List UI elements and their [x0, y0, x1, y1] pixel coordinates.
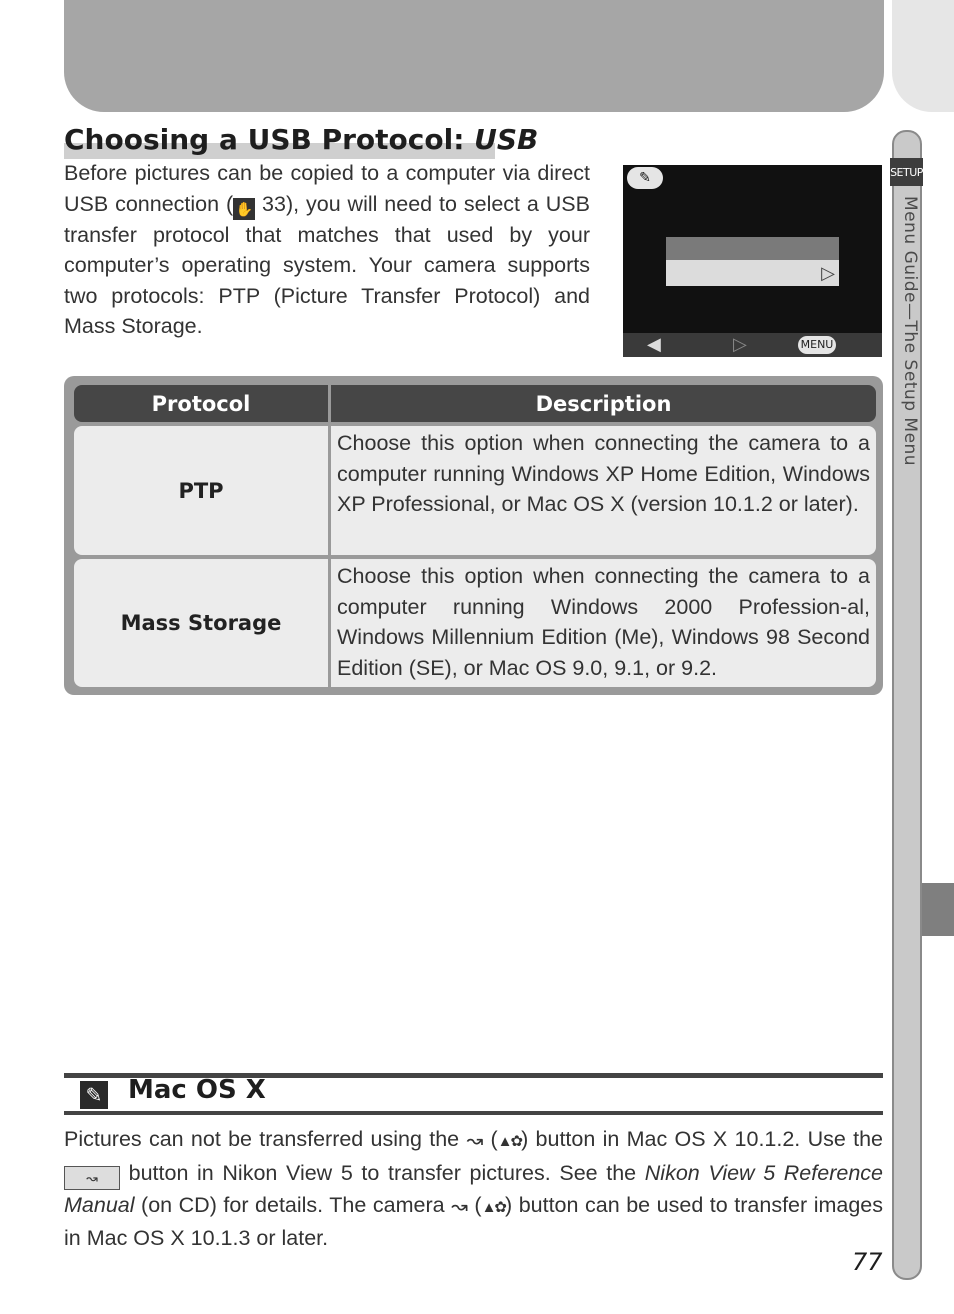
title-usb: USB: [474, 123, 539, 156]
right-arrow-icon: ▷: [733, 334, 747, 355]
transfer-button-icon: ↝: [64, 1166, 120, 1190]
right-arrow-icon: ▷: [821, 263, 835, 284]
note-bottom-rule: [64, 1111, 883, 1115]
left-arrow-icon: ◀: [647, 334, 661, 355]
note-title: Mac OS X: [128, 1075, 266, 1105]
header-protocol: Protocol: [74, 385, 328, 422]
scene-mode-icon: ▲✿: [481, 1198, 505, 1216]
row-mass-storage-description: Choose this option when connecting the camera to a computer running Windows 2000 Profession-al, Windows Millennium Edition (Me), Windows 98 Second Edition (SE), or Mac OS 9.0, 9.1, or 9.2.: [331, 559, 876, 687]
scene-mode-icon: ▲✿: [497, 1133, 522, 1150]
intro-text-1: Before pictures can be copied to a computer via direct USB connection (: [64, 161, 590, 216]
title-main: Choosing a USB Protocol:: [64, 123, 475, 156]
camera-screen: [623, 165, 882, 357]
wrench-icon: ✎: [627, 167, 663, 189]
page-number: 77: [852, 1248, 883, 1276]
page-title: [64, 123, 538, 157]
eye-reference-icon: ✋: [233, 198, 255, 220]
intro-paragraph: [64, 158, 590, 342]
transfer-icon: ↝: [466, 1130, 484, 1152]
header-description: Description: [331, 385, 876, 422]
note-text-1: Pictures can not be transferred using the: [64, 1127, 467, 1151]
row-mass-storage-protocol: Mass Storage: [74, 559, 328, 687]
row-ptp-protocol: PTP: [74, 426, 328, 555]
pencil-note-icon: ✎: [80, 1081, 108, 1109]
intro-text-2: 33), you will need to select a USB transfer protocol that matches that used by your computer’s operating system. Your camera supports two protocols: PTP (Picture Transfer Protocol) and Mass Storage.: [64, 191, 590, 338]
menu-option-1: [666, 237, 839, 260]
note-text-4: button in Nikon View 5 to transfer pictures. See the: [120, 1160, 645, 1185]
screen-footer: [623, 333, 882, 357]
menu-option-2: [666, 260, 839, 286]
manual-title: Nikon View 5 Reference Manual: [64, 1160, 883, 1217]
note-text-8: ) button can be used to transfer images in Mac OS X 10.1.3 or later.: [64, 1192, 883, 1250]
transfer-icon: ↝: [451, 1195, 468, 1218]
header-banner: [64, 0, 884, 112]
row-ptp-description: Choose this option when connecting the camera to a computer running Windows XP Home Edition, Windows XP Professional, or Mac OS X (version 10.1.2 or later).: [331, 426, 876, 555]
protocol-table: [64, 376, 883, 695]
chapter-marker: [922, 883, 954, 936]
note-text-2: (: [483, 1127, 498, 1151]
section-label: Menu Guide—The Setup Menu: [900, 196, 920, 467]
corner-tab: [892, 0, 954, 112]
note-text-3: ) button in Mac OS X 10.1.2. Use the: [521, 1127, 883, 1151]
note-body: [64, 1124, 883, 1254]
note-text-6: (on CD) for details. The camera: [134, 1192, 452, 1217]
note-text-7: (: [467, 1192, 482, 1217]
setup-tab: SETUP: [890, 158, 923, 186]
menu-button-icon: MENU: [798, 336, 836, 354]
